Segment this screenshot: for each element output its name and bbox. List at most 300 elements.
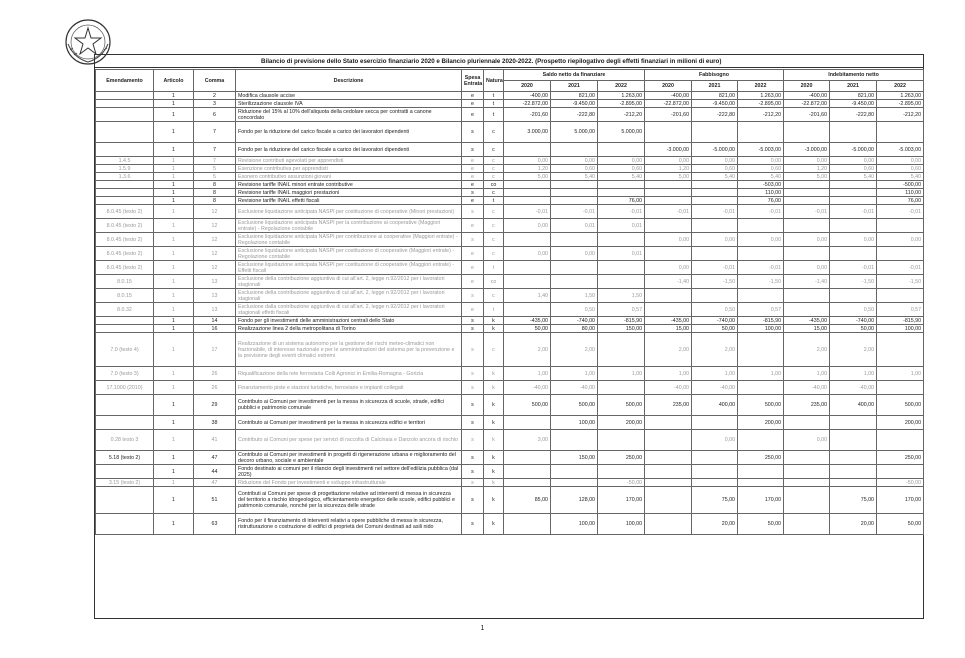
- value-cell: [830, 219, 877, 233]
- value-cell: 50,00: [738, 514, 784, 535]
- table-row: [96, 479, 924, 487]
- value-cell: -500,00: [877, 181, 924, 189]
- value-cell: -815,90: [877, 317, 924, 325]
- value-cell: -5.000,00: [830, 143, 877, 157]
- value-cell: 0,00: [784, 430, 830, 451]
- descrizione-cell: Fondo per la riduzione del carico fiscale a carico dei lavoratori dipendenti: [236, 122, 462, 143]
- spesa-entrata-cell: e: [462, 181, 484, 189]
- value-cell: 100,00: [598, 514, 645, 535]
- emendamento-cell: 8.0.15: [96, 275, 154, 289]
- value-cell: 2,00: [692, 333, 738, 367]
- descrizione-cell: Fondo destinato ai comuni per il rilancio degli investimenti nel settore dell'edilizia pubblica (dal 2025): [236, 465, 462, 479]
- value-cell: [645, 219, 692, 233]
- col-indebitamento: Indebitamento netto: [784, 70, 924, 81]
- natura-cell: k: [484, 451, 504, 465]
- value-cell: 1,00: [692, 367, 738, 381]
- comma-cell: 12: [194, 219, 236, 233]
- natura-cell: t: [484, 303, 504, 317]
- value-cell: [598, 430, 645, 451]
- value-cell: -400,00: [784, 92, 830, 100]
- spesa-entrata-cell: e: [462, 219, 484, 233]
- value-cell: 0,60: [738, 165, 784, 173]
- natura-cell: c: [484, 173, 504, 181]
- natura-cell: k: [484, 479, 504, 487]
- value-cell: -50,00: [877, 479, 924, 487]
- value-cell: [598, 181, 645, 189]
- descrizione-cell: Contributo ai Comuni per investimenti per la messa in sicurezza di scuole, strade, edifici pubblici e patrimonio comunale: [236, 395, 462, 416]
- descrizione-cell: Esclusione dalla contribuzione aggiuntiva di cui all'art. 2, legge n.92/2012 per i lavoratori stagionali effetti fiscali: [236, 303, 462, 317]
- articolo-cell: 1: [154, 247, 194, 261]
- value-cell: 821,00: [692, 92, 738, 100]
- descrizione-cell: Contributi ai Comuni per spese di progettazione relative ad interventi di messa in sicurezza del territorio a rischio idrogeologico, efficientamento energetico delle scuole, edifici pubblici e patrimonio comunale, nonché per la sicurezza delle strade: [236, 487, 462, 514]
- value-cell: -1,50: [738, 275, 784, 289]
- value-cell: 5,40: [877, 173, 924, 181]
- value-cell: 50,00: [830, 325, 877, 333]
- value-cell: [504, 479, 551, 487]
- value-cell: 5,00: [645, 173, 692, 181]
- value-cell: [504, 275, 551, 289]
- value-cell: 0,50: [692, 303, 738, 317]
- value-cell: 0,00: [830, 233, 877, 247]
- comma-cell: 14: [194, 317, 236, 325]
- spesa-entrata-cell: e: [462, 247, 484, 261]
- col-articolo: Articolo: [154, 70, 194, 92]
- value-cell: 200,00: [598, 416, 645, 430]
- comma-cell: 8: [194, 189, 236, 197]
- articolo-cell: 1: [154, 275, 194, 289]
- spesa-entrata-cell: s: [462, 189, 484, 197]
- natura-cell: t: [484, 197, 504, 205]
- value-cell: [830, 189, 877, 197]
- descrizione-cell: Realizzazione di un sistema autonomo per la gestione dei rischi meteo-climatici non frazionabile, di interesse nazionale e per le amministrazioni del sistema per la prevenzione e la previsione degli eventi climatici estremi: [236, 333, 462, 367]
- comma-cell: 47: [194, 479, 236, 487]
- natura-cell: k: [484, 325, 504, 333]
- value-cell: 170,00: [877, 487, 924, 514]
- value-cell: [830, 122, 877, 143]
- natura-cell: t: [484, 261, 504, 275]
- value-cell: 0,00: [551, 157, 598, 165]
- value-cell: [551, 261, 598, 275]
- value-cell: [830, 451, 877, 465]
- value-cell: 2,00: [504, 333, 551, 367]
- value-cell: 2,00: [551, 333, 598, 367]
- value-cell: 0,57: [598, 303, 645, 317]
- value-cell: 1,20: [504, 165, 551, 173]
- articolo-cell: 1: [154, 92, 194, 100]
- articolo-cell: 1: [154, 261, 194, 275]
- value-cell: -400,00: [504, 92, 551, 100]
- col-emendamento: Emendamento: [96, 70, 154, 92]
- value-cell: -9.450,00: [551, 100, 598, 108]
- value-cell: -0,01: [784, 205, 830, 219]
- value-cell: -201,60: [784, 108, 830, 122]
- value-cell: 500,00: [877, 395, 924, 416]
- value-cell: -0,01: [692, 205, 738, 219]
- value-cell: -9.450,00: [692, 100, 738, 108]
- value-cell: [738, 219, 784, 233]
- emendamento-cell: [96, 189, 154, 197]
- natura-cell: c: [484, 247, 504, 261]
- value-cell: 0,01: [598, 247, 645, 261]
- natura-cell: c: [484, 233, 504, 247]
- natura-cell: k: [484, 395, 504, 416]
- year-header: 2020: [784, 81, 830, 92]
- articolo-cell: 1: [154, 514, 194, 535]
- natura-cell: c: [484, 289, 504, 303]
- value-cell: 0,00: [645, 157, 692, 165]
- table-row: [96, 416, 924, 430]
- table-row: [96, 122, 924, 143]
- articolo-cell: 1: [154, 333, 194, 367]
- articolo-cell: 1: [154, 197, 194, 205]
- year-header: 2021: [551, 81, 598, 92]
- value-cell: [645, 303, 692, 317]
- value-cell: 5,40: [598, 173, 645, 181]
- comma-cell: 12: [194, 247, 236, 261]
- emendamento-cell: 8.0.45 (testo 2): [96, 247, 154, 261]
- natura-cell: k: [484, 487, 504, 514]
- value-cell: -222,80: [551, 108, 598, 122]
- value-cell: 0,00: [877, 233, 924, 247]
- value-cell: 5.000,00: [551, 122, 598, 143]
- emendamento-cell: 8.0.45 (testo 2): [96, 261, 154, 275]
- value-cell: [504, 465, 551, 479]
- value-cell: 75,00: [692, 487, 738, 514]
- comma-cell: 6: [194, 108, 236, 122]
- value-cell: 110,00: [738, 189, 784, 197]
- articolo-cell: 1: [154, 487, 194, 514]
- spesa-entrata-cell: s: [462, 367, 484, 381]
- articolo-cell: 1: [154, 165, 194, 173]
- value-cell: 0,00: [830, 157, 877, 165]
- descrizione-cell: Esclusione della contribuzione aggiuntiva di cui all'art. 2, legge n.92/2012 per i lavoratori stagionali: [236, 289, 462, 303]
- col-fabbisogno: Fabbisogno: [645, 70, 784, 81]
- value-cell: 250,00: [598, 451, 645, 465]
- spesa-entrata-cell: e: [462, 100, 484, 108]
- value-cell: 1,50: [598, 289, 645, 303]
- year-header: 2022: [598, 81, 645, 92]
- value-cell: -1,40: [645, 275, 692, 289]
- value-cell: 100,00: [551, 416, 598, 430]
- table-row: [96, 275, 924, 289]
- emendamento-cell: [96, 325, 154, 333]
- value-cell: -1,40: [784, 275, 830, 289]
- value-cell: -22.872,00: [784, 100, 830, 108]
- value-cell: [784, 197, 830, 205]
- value-cell: 5,00: [504, 173, 551, 181]
- articolo-cell: 1: [154, 367, 194, 381]
- value-cell: [598, 333, 645, 367]
- emendamento-cell: 8.0.45 (testo 2): [96, 205, 154, 219]
- value-cell: [738, 122, 784, 143]
- value-cell: 0,00: [784, 261, 830, 275]
- value-cell: 0,00: [692, 233, 738, 247]
- articolo-cell: 1: [154, 303, 194, 317]
- natura-cell: co: [484, 181, 504, 189]
- value-cell: 1,40: [504, 289, 551, 303]
- value-cell: 170,00: [598, 487, 645, 514]
- value-cell: -740,00: [692, 317, 738, 325]
- value-cell: [645, 514, 692, 535]
- spesa-entrata-cell: s: [462, 333, 484, 367]
- spesa-entrata-cell: s: [462, 143, 484, 157]
- value-cell: -201,60: [645, 108, 692, 122]
- value-cell: [784, 451, 830, 465]
- value-cell: -1,50: [830, 275, 877, 289]
- table-row: [96, 487, 924, 514]
- descrizione-cell: Riduzione del 15% al 10% dell'aliquota della cedolare secca per contratti a canone concordato: [236, 108, 462, 122]
- value-cell: [692, 451, 738, 465]
- value-cell: -50,00: [598, 479, 645, 487]
- comma-cell: 29: [194, 395, 236, 416]
- value-cell: [877, 430, 924, 451]
- col-saldo: Saldo netto da finanziare: [504, 70, 645, 81]
- value-cell: 100,00: [551, 514, 598, 535]
- value-cell: [738, 247, 784, 261]
- value-cell: [504, 181, 551, 189]
- table-row: [96, 143, 924, 157]
- table-row: [96, 395, 924, 416]
- value-cell: 0,00: [645, 233, 692, 247]
- spesa-entrata-cell: s: [462, 395, 484, 416]
- value-cell: 5.000,00: [598, 122, 645, 143]
- spesa-entrata-cell: e: [462, 261, 484, 275]
- value-cell: [504, 303, 551, 317]
- articolo-cell: 1: [154, 430, 194, 451]
- emendamento-cell: 7.0 (testo 4): [96, 333, 154, 367]
- value-cell: -400,00: [645, 92, 692, 100]
- value-cell: [738, 289, 784, 303]
- value-cell: -435,00: [645, 317, 692, 325]
- value-cell: -435,00: [784, 317, 830, 325]
- value-cell: -0,01: [551, 205, 598, 219]
- value-cell: -212,20: [598, 108, 645, 122]
- value-cell: [784, 247, 830, 261]
- value-cell: 5,40: [830, 173, 877, 181]
- comma-cell: 7: [194, 143, 236, 157]
- table-body: [96, 92, 924, 535]
- value-cell: 0,50: [551, 303, 598, 317]
- table-row: [96, 173, 924, 181]
- value-cell: 250,00: [738, 451, 784, 465]
- value-cell: 100,00: [877, 325, 924, 333]
- descrizione-cell: Esonero contributivo assunzioni giovani: [236, 173, 462, 181]
- descrizione-cell: Revisione tariffe INAIL minori entrate contributive: [236, 181, 462, 189]
- value-cell: [830, 416, 877, 430]
- value-cell: 821,00: [830, 92, 877, 100]
- value-cell: -0,01: [738, 261, 784, 275]
- value-cell: 20,00: [692, 514, 738, 535]
- articolo-cell: 1: [154, 289, 194, 303]
- emendamento-cell: 7.0 (testo 3): [96, 367, 154, 381]
- value-cell: 5,40: [692, 173, 738, 181]
- natura-cell: k: [484, 430, 504, 451]
- value-cell: 50,00: [504, 325, 551, 333]
- value-cell: 0,00: [504, 247, 551, 261]
- value-cell: 0,00: [784, 157, 830, 165]
- value-cell: [830, 430, 877, 451]
- value-cell: 5,00: [784, 173, 830, 181]
- value-cell: [504, 143, 551, 157]
- value-cell: [692, 289, 738, 303]
- col-descrizione: Descrizione: [236, 70, 462, 92]
- comma-cell: 17: [194, 333, 236, 367]
- value-cell: 0,60: [830, 165, 877, 173]
- value-cell: [738, 479, 784, 487]
- articolo-cell: 1: [154, 233, 194, 247]
- comma-cell: 7: [194, 122, 236, 143]
- comma-cell: 26: [194, 381, 236, 395]
- value-cell: 1,00: [504, 367, 551, 381]
- articolo-cell: 1: [154, 317, 194, 325]
- emendamento-cell: [96, 487, 154, 514]
- natura-cell: c: [484, 143, 504, 157]
- value-cell: 50,00: [692, 325, 738, 333]
- value-cell: -3.000,00: [645, 143, 692, 157]
- value-cell: [645, 487, 692, 514]
- value-cell: 2,00: [784, 333, 830, 367]
- value-cell: 0,60: [598, 165, 645, 173]
- emendamento-cell: 1.4.5: [96, 157, 154, 165]
- value-cell: [598, 465, 645, 479]
- value-cell: -212,20: [877, 108, 924, 122]
- value-cell: 1.263,00: [877, 92, 924, 100]
- comma-cell: 8: [194, 197, 236, 205]
- emendamento-cell: [96, 122, 154, 143]
- descrizione-cell: Esclusione liquidazione anticipata NASPI per la contribuzione ai cooperative (Maggiori entrate) - Regolazione contabile: [236, 219, 462, 233]
- natura-cell: co: [484, 275, 504, 289]
- value-cell: [692, 122, 738, 143]
- table-row: [96, 197, 924, 205]
- articolo-cell: 1: [154, 395, 194, 416]
- natura-cell: k: [484, 317, 504, 325]
- spesa-entrata-cell: e: [462, 173, 484, 181]
- value-cell: 500,00: [551, 395, 598, 416]
- value-cell: 5,40: [738, 173, 784, 181]
- articolo-cell: 1: [154, 157, 194, 165]
- value-cell: [830, 197, 877, 205]
- spesa-entrata-cell: s: [462, 289, 484, 303]
- value-cell: 0,00: [504, 157, 551, 165]
- value-cell: 0,60: [551, 165, 598, 173]
- value-cell: -40,00: [784, 381, 830, 395]
- natura-cell: k: [484, 465, 504, 479]
- value-cell: [551, 430, 598, 451]
- comma-cell: 8: [194, 181, 236, 189]
- natura-cell: k: [484, 514, 504, 535]
- spesa-entrata-cell: s: [462, 325, 484, 333]
- descrizione-cell: Esclusione liquidazione anticipata NASPI per costituzione di cooperative (Maggiori entrate) - Regolazione contabile: [236, 247, 462, 261]
- value-cell: -0,01: [830, 205, 877, 219]
- value-cell: [645, 451, 692, 465]
- value-cell: -222,80: [830, 108, 877, 122]
- value-cell: [877, 465, 924, 479]
- table-row: [96, 233, 924, 247]
- year-header: 2022: [738, 81, 784, 92]
- natura-cell: c: [484, 333, 504, 367]
- value-cell: 235,00: [645, 395, 692, 416]
- value-cell: [645, 289, 692, 303]
- emendamento-cell: [96, 108, 154, 122]
- articolo-cell: 1: [154, 181, 194, 189]
- value-cell: 170,00: [738, 487, 784, 514]
- articolo-cell: 1: [154, 189, 194, 197]
- value-cell: [738, 465, 784, 479]
- value-cell: -0,01: [598, 205, 645, 219]
- value-cell: [645, 416, 692, 430]
- table-row: [96, 289, 924, 303]
- descrizione-cell: Contributo ai Comuni per spese per servizi di raccolta di Calcinaia e Danzolo ancora di rischio: [236, 430, 462, 451]
- value-cell: [598, 233, 645, 247]
- value-cell: 0,01: [598, 219, 645, 233]
- value-cell: -40,00: [645, 381, 692, 395]
- value-cell: [598, 143, 645, 157]
- value-cell: [830, 289, 877, 303]
- value-cell: [692, 479, 738, 487]
- value-cell: [877, 122, 924, 143]
- value-cell: [551, 189, 598, 197]
- table-row: [96, 92, 924, 100]
- value-cell: -0,01: [877, 205, 924, 219]
- value-cell: [551, 479, 598, 487]
- spesa-entrata-cell: s: [462, 479, 484, 487]
- comma-cell: 5: [194, 173, 236, 181]
- value-cell: -435,00: [504, 317, 551, 325]
- table-row: [96, 100, 924, 108]
- emendamento-cell: [96, 181, 154, 189]
- summary-table-frame: [94, 54, 924, 619]
- value-cell: 150,00: [598, 325, 645, 333]
- value-cell: [504, 451, 551, 465]
- table-row: [96, 181, 924, 189]
- natura-cell: c: [484, 157, 504, 165]
- emendamento-cell: 17.1000 (2010): [96, 381, 154, 395]
- comma-cell: 51: [194, 487, 236, 514]
- emendamento-cell: 8.0.32: [96, 303, 154, 317]
- table-row: [96, 205, 924, 219]
- value-cell: -2.895,00: [738, 100, 784, 108]
- descrizione-cell: Esclusione della contribuzione aggiuntiva di cui all'art. 2, legge n.92/2012 per i lavoratori stagionali: [236, 275, 462, 289]
- year-header: 2021: [692, 81, 738, 92]
- value-cell: [692, 247, 738, 261]
- value-cell: 500,00: [504, 395, 551, 416]
- value-cell: -740,00: [551, 317, 598, 325]
- comma-cell: 12: [194, 261, 236, 275]
- value-cell: 200,00: [877, 416, 924, 430]
- value-cell: 1,00: [830, 367, 877, 381]
- spesa-entrata-cell: s: [462, 465, 484, 479]
- value-cell: [645, 189, 692, 197]
- value-cell: 0,00: [551, 247, 598, 261]
- value-cell: [784, 219, 830, 233]
- value-cell: [877, 289, 924, 303]
- spesa-entrata-cell: s: [462, 381, 484, 395]
- comma-cell: 16: [194, 325, 236, 333]
- value-cell: -40,00: [504, 381, 551, 395]
- descrizione-cell: Realizzazione linea 2 della metropolitana di Torino: [236, 325, 462, 333]
- articolo-cell: 1: [154, 381, 194, 395]
- value-cell: -2.895,00: [877, 100, 924, 108]
- value-cell: [830, 247, 877, 261]
- comma-cell: 13: [194, 275, 236, 289]
- emendamento-cell: [96, 416, 154, 430]
- value-cell: 0,00: [645, 261, 692, 275]
- value-cell: [645, 430, 692, 451]
- page-title: Bilancio di previsione dello Stato esercizio finanziario 2020 e Bilancio pluriennale 2020-2022. (Prospetto riepilogativo degli effetti finanziari in milioni di euro): [95, 55, 923, 68]
- descrizione-cell: Fondo per il finanziamento di interventi relativi a opere pubbliche di messa in sicurezza, ristrutturazione o costruzione di edifici di proprietà dei Comuni destinati ad asili nido: [236, 514, 462, 535]
- value-cell: -201,60: [504, 108, 551, 122]
- value-cell: -740,00: [830, 317, 877, 325]
